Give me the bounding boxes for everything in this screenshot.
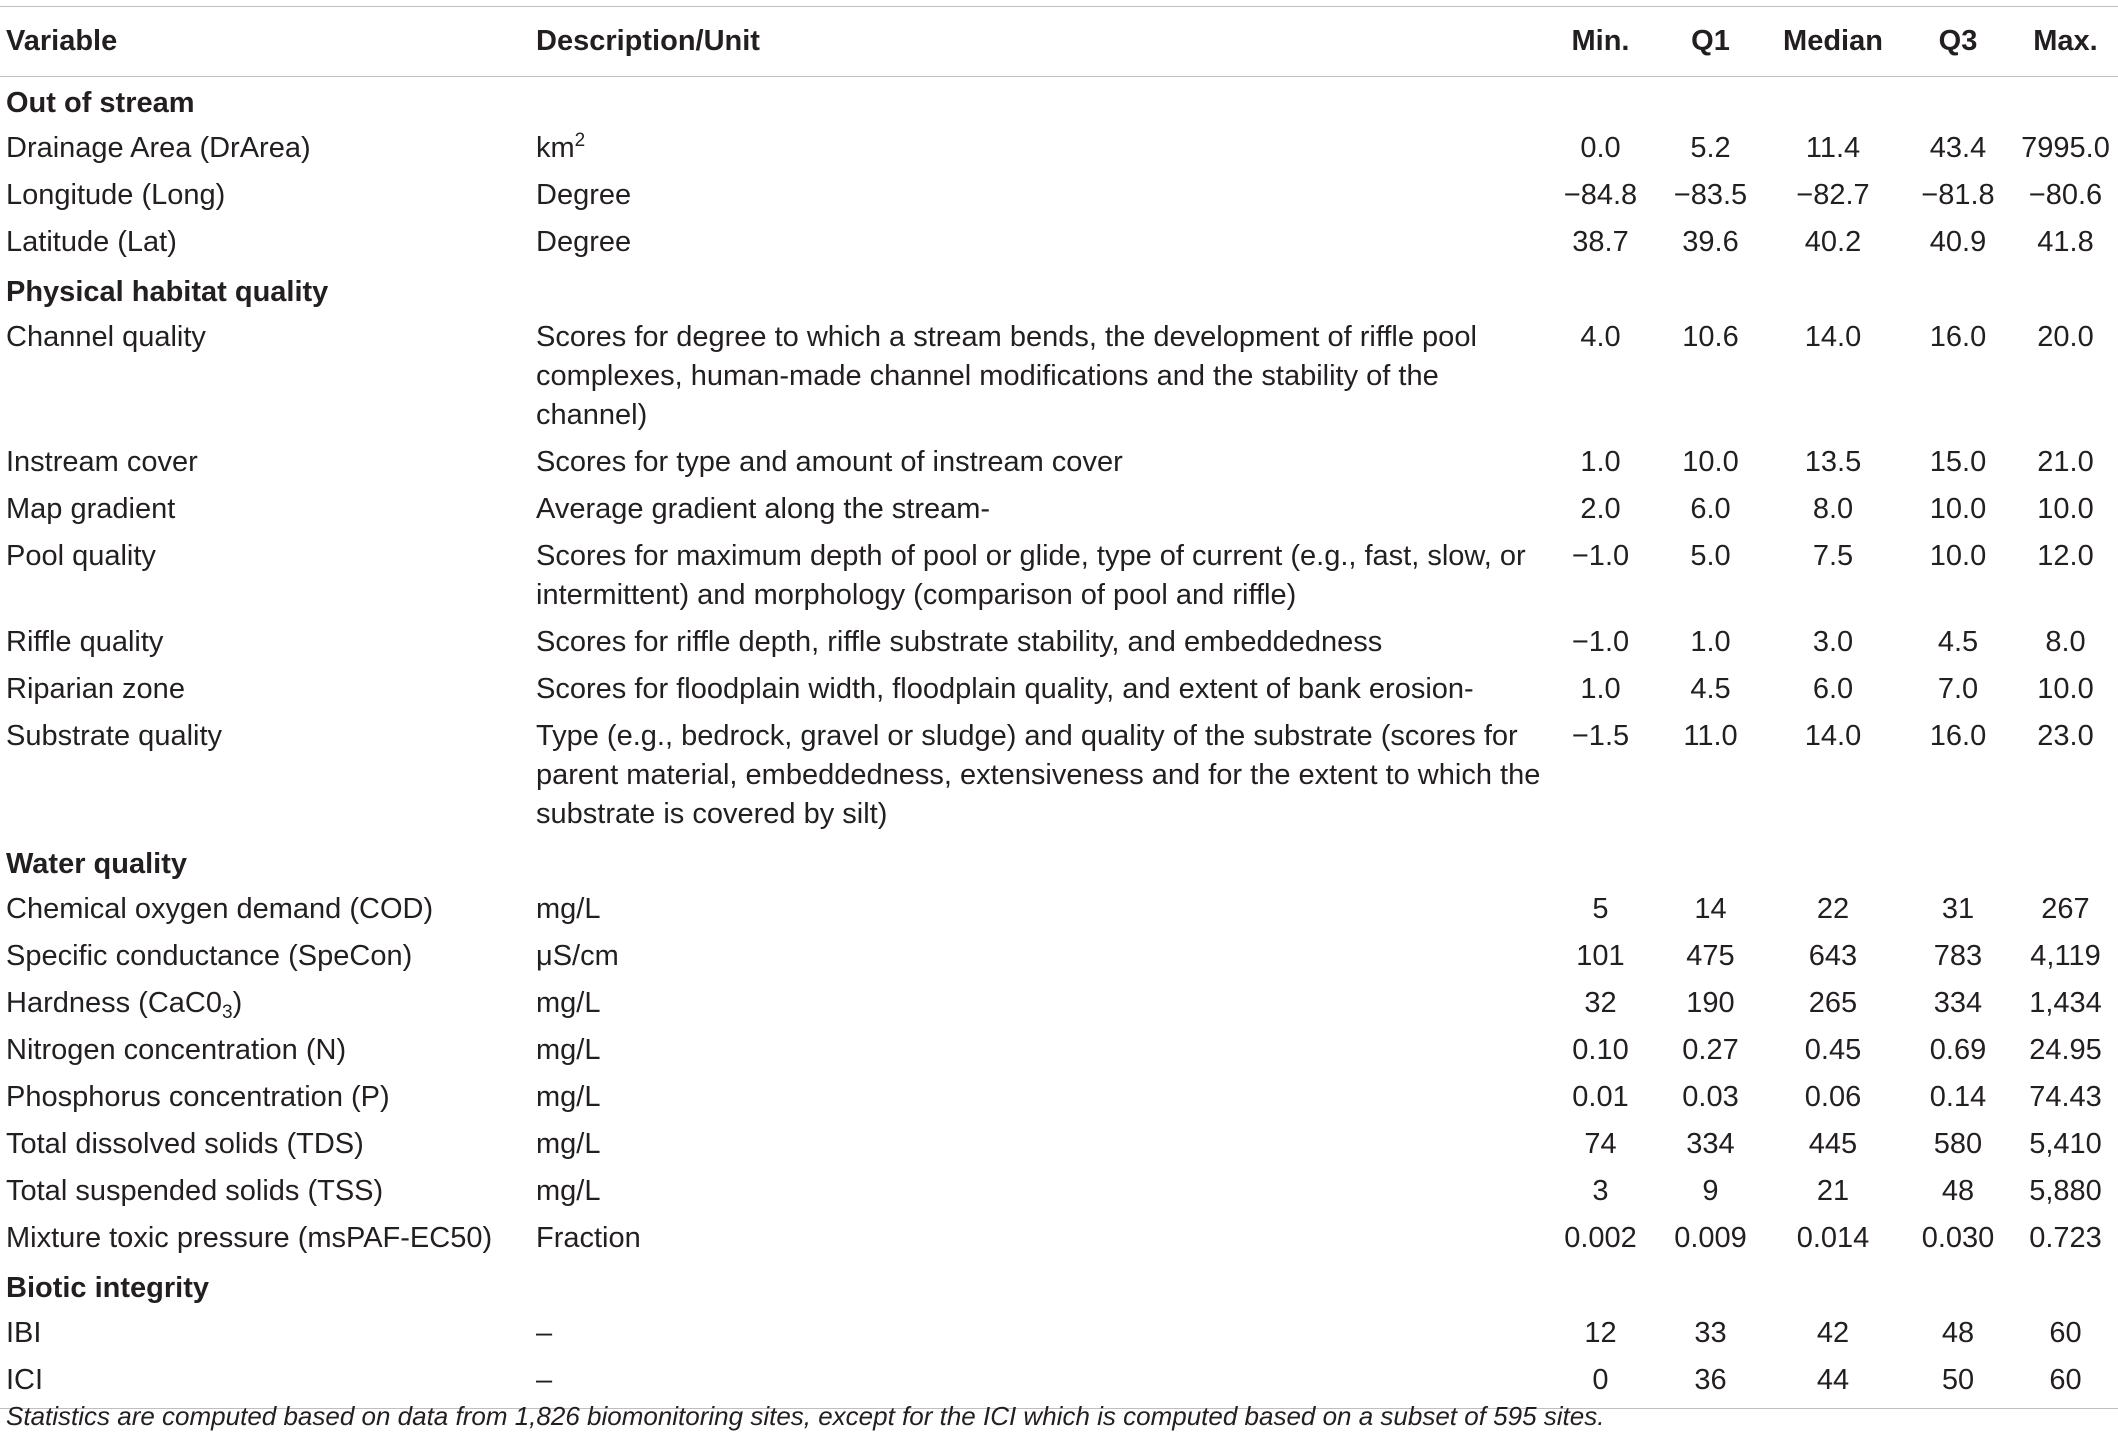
value-max: 10.0	[2037, 493, 2094, 525]
value-median: 44	[1763, 1357, 1903, 1409]
description-text: Scores for riffle depth, riffle substrate stability, and embeddedness	[536, 626, 1383, 658]
value-max: 8.0	[2045, 626, 2086, 658]
variable-name: IBI	[6, 1317, 42, 1349]
variable-name: Substrate quality	[6, 720, 223, 752]
value-min: 74	[1584, 1128, 1617, 1160]
value-q1: 0.03	[1682, 1081, 1739, 1113]
section-header-row	[0, 77, 2118, 126]
value-q3: 4.5	[1937, 626, 1979, 658]
description-text: mg/L	[536, 1081, 601, 1113]
value-min: 1.0	[1580, 446, 1621, 478]
variable-name: Channel quality	[6, 321, 206, 353]
variable-cell	[0, 980, 530, 1027]
description-text: Average gradient along the stream-	[536, 493, 991, 525]
value-q3: 580	[1933, 1128, 1983, 1160]
description-cell	[530, 713, 1543, 838]
value-median: 265	[1808, 987, 1858, 1019]
value-min: 32	[1584, 987, 1617, 1019]
variable-name: ICI	[6, 1364, 44, 1396]
variable-name: Latitude (Lat)	[6, 226, 177, 258]
value-q1: 0.27	[1682, 1034, 1739, 1066]
description-line: parent material, embeddedness, extensiveness and for the extent to which the	[536, 759, 1541, 791]
value-q3: 15.0	[1929, 446, 1987, 478]
description-line: Type (e.g., bedrock, gravel or sludge) and quality of the substrate (scores for	[536, 720, 1518, 752]
header-description: Description/Unit	[530, 7, 1543, 77]
description-text: mg/L	[536, 1034, 601, 1066]
variable-cell	[0, 1310, 530, 1357]
value-median: 14.0	[1804, 720, 1862, 752]
table-row	[0, 666, 2118, 713]
value-q1: 4.5	[1690, 673, 1731, 705]
description-text: Scores for type and amount of instream cover	[536, 446, 1123, 478]
value-min: 101	[1576, 940, 1625, 972]
value-q1: 11.0	[1683, 720, 1738, 752]
description-text: mg/L	[536, 1128, 601, 1160]
table-footnote: Statistics are computed based on data from 1,826 biomonitoring sites, except for the ICI which is computed based on a subset of 595 sites.	[6, 1401, 1605, 1431]
section-header-row	[0, 1262, 2118, 1310]
description-line: substrate is covered by silt)	[536, 798, 888, 830]
description-text: mg/L	[536, 1175, 601, 1207]
value-min: 3	[1592, 1175, 1609, 1207]
variable-cell	[0, 619, 530, 666]
value-min: 0.10	[1572, 1034, 1629, 1066]
description-text: Degree	[536, 226, 632, 258]
table-row	[0, 314, 2118, 439]
value-median: 13.5	[1804, 446, 1862, 478]
description-superscript: 2	[574, 130, 586, 151]
value-q3: 0.69	[1929, 1034, 1987, 1066]
value-max: 267	[2041, 893, 2090, 925]
value-q1: 14	[1694, 893, 1727, 925]
variable-cell	[0, 666, 530, 713]
variable-cell	[0, 713, 530, 838]
value-q3: 0.030	[1921, 1222, 1995, 1254]
value-max: 41.8	[2037, 226, 2094, 258]
table-row	[0, 1121, 2118, 1168]
description-text: Scores for floodplain width, floodplain quality, and extent of bank erosion-	[536, 673, 1474, 705]
value-median: 0.06	[1804, 1081, 1862, 1113]
variable-cell	[0, 1027, 530, 1074]
value-median: 21	[1816, 1175, 1850, 1207]
value-max: 7995.0	[2021, 132, 2110, 164]
description-text: mg/L	[536, 893, 601, 925]
value-q3: 16.0	[1929, 720, 1987, 752]
description-line: intermittent) and morphology (comparison of pool and riffle)	[536, 579, 1297, 611]
table-row	[0, 1215, 2118, 1262]
description-line: complexes, human-made channel modifications and the stability of the channel)	[536, 360, 1439, 431]
section-title: Water quality	[6, 848, 188, 880]
value-median: 7.5	[1812, 540, 1854, 572]
value-q1: 190	[1686, 987, 1735, 1019]
value-median: 40.2	[1804, 226, 1862, 258]
value-max: 5,880	[2029, 1175, 2102, 1207]
value-min: 0	[1543, 1357, 1658, 1409]
value-q3: 10.0	[1929, 493, 1987, 525]
description-cell	[530, 886, 1543, 933]
value-max: 10.0	[2037, 673, 2094, 705]
value-min: 4.0	[1580, 321, 1621, 353]
description-text: Fraction	[536, 1222, 641, 1254]
value-min: −1.5	[1571, 720, 1630, 752]
value-min: 38.7	[1572, 226, 1629, 258]
value-q3: 48	[1941, 1175, 1975, 1207]
variable-cell	[0, 439, 530, 486]
header-median: Median	[1763, 7, 1903, 77]
value-min: 12	[1584, 1317, 1617, 1349]
value-q3: 16.0	[1929, 321, 1987, 353]
value-q3: 48	[1941, 1317, 1975, 1349]
variable-subscript: 3	[221, 1002, 233, 1023]
table-row	[0, 713, 2118, 838]
variable-cell	[0, 172, 530, 219]
variable-cell	[0, 1215, 530, 1262]
value-max: 5,410	[2029, 1128, 2102, 1160]
value-max: 60	[2013, 1357, 2118, 1409]
description-cell	[530, 486, 1543, 533]
description-cell	[530, 219, 1543, 266]
variable-cell	[0, 486, 530, 533]
section-header-row	[0, 838, 2118, 886]
description-cell	[530, 1310, 1543, 1357]
value-q1: 475	[1686, 940, 1735, 972]
section-header-row	[0, 266, 2118, 314]
header-q3: Q3	[1903, 7, 2013, 77]
value-q3: 31	[1941, 893, 1975, 925]
value-q1: 39.6	[1682, 226, 1739, 258]
description-cell	[530, 172, 1543, 219]
table-row	[0, 125, 2118, 172]
value-q3: 783	[1933, 940, 1983, 972]
value-max: 24.95	[2029, 1034, 2102, 1066]
header-min: Min.	[1543, 7, 1658, 77]
description-line: Scores for maximum depth of pool or glide, type of current (e.g., fast, slow, or	[536, 540, 1526, 572]
value-q1: 10.6	[1682, 321, 1739, 353]
value-min: 1.0	[1580, 673, 1621, 705]
header-q1: Q1	[1658, 7, 1763, 77]
description-cell	[530, 619, 1543, 666]
variable-cell	[0, 1121, 530, 1168]
variable-cell	[0, 933, 530, 980]
variable-name-suffix: )	[232, 987, 243, 1019]
value-q1: 1.0	[1690, 626, 1731, 658]
description-cell	[530, 933, 1543, 980]
variable-cell	[0, 1168, 530, 1215]
table-body	[0, 77, 2118, 1409]
table-row	[0, 1074, 2118, 1121]
description-cell	[530, 314, 1543, 439]
value-min: 0.002	[1564, 1222, 1637, 1254]
value-q1: −83.5	[1673, 179, 1748, 211]
value-median: 0.014	[1796, 1222, 1870, 1254]
value-median: 22	[1816, 893, 1850, 925]
section-title: Out of stream	[6, 87, 195, 119]
value-min: 0.01	[1572, 1081, 1629, 1113]
value-max: 0.723	[2029, 1222, 2102, 1254]
description-text: –	[536, 1317, 553, 1349]
description-cell	[530, 439, 1543, 486]
table-row	[0, 886, 2118, 933]
variable-name: Drainage Area (DrArea)	[6, 132, 311, 164]
variable-name: Mixture toxic pressure (msPAF-EC50)	[6, 1222, 493, 1254]
value-median: 643	[1808, 940, 1858, 972]
variable-name: Total dissolved solids (TDS)	[6, 1128, 364, 1160]
value-q3: 50	[1903, 1357, 2013, 1409]
variable-cell	[0, 219, 530, 266]
header-row	[0, 7, 2118, 77]
description-text: –	[536, 1364, 553, 1396]
variable-name: Hardness (CaC0	[6, 987, 222, 1019]
description-cell	[530, 1215, 1543, 1262]
value-q1: 9	[1702, 1175, 1719, 1207]
description-cell	[530, 1074, 1543, 1121]
value-min: −1.0	[1571, 626, 1630, 658]
value-median: 445	[1808, 1128, 1858, 1160]
value-q3: 10.0	[1929, 540, 1987, 572]
description-text: mg/L	[536, 987, 601, 1019]
value-min: 5	[1592, 893, 1609, 925]
description-cell	[530, 1027, 1543, 1074]
header-variable: Variable	[0, 7, 530, 77]
value-max: 1,434	[2029, 987, 2102, 1019]
variable-name: Phosphorus concentration (P)	[6, 1081, 390, 1113]
statistics-table	[0, 6, 2118, 1409]
description-cell	[530, 1168, 1543, 1215]
variable-name: Specific conductance (SpeCon)	[6, 940, 413, 972]
value-max: 60	[2049, 1317, 2082, 1349]
value-q3: −81.8	[1921, 179, 1995, 211]
value-median: 0.45	[1804, 1034, 1862, 1066]
description-text: km	[536, 132, 575, 164]
table-row	[0, 1168, 2118, 1215]
value-q1: 5.0	[1690, 540, 1731, 572]
variable-cell	[0, 1074, 530, 1121]
value-max: 21.0	[2037, 446, 2094, 478]
description-line: Scores for degree to which a stream bends, the development of riffle pool	[536, 321, 1477, 353]
value-q1: 5.2	[1690, 132, 1731, 164]
value-q3: 334	[1933, 987, 1983, 1019]
variable-cell	[0, 314, 530, 439]
variable-cell	[0, 886, 530, 933]
value-q3: 7.0	[1937, 673, 1979, 705]
description-text: Degree	[536, 179, 632, 211]
variable-name: Total suspended solids (TSS)	[6, 1175, 384, 1207]
value-min: −84.8	[1563, 179, 1638, 211]
section-title: Physical habitat quality	[6, 276, 329, 308]
description-cell	[530, 1121, 1543, 1168]
value-max: 20.0	[2037, 321, 2094, 353]
table-row	[0, 439, 2118, 486]
variable-name: Pool quality	[6, 540, 156, 572]
variable-name: Map gradient	[6, 493, 176, 525]
value-max: 74.43	[2029, 1081, 2102, 1113]
value-median: 11.4	[1805, 132, 1861, 164]
value-median: 14.0	[1804, 321, 1862, 353]
value-max: 12.0	[2037, 540, 2094, 572]
value-q1: 0.009	[1674, 1222, 1747, 1254]
value-median: −82.7	[1796, 179, 1870, 211]
value-q3: 43.4	[1929, 132, 1987, 164]
description-cell	[530, 125, 1543, 172]
table-row	[0, 933, 2118, 980]
section-title: Biotic integrity	[6, 1272, 210, 1304]
value-q3: 0.14	[1929, 1081, 1987, 1113]
description-cell	[530, 980, 1543, 1027]
table-row	[0, 219, 2118, 266]
value-q1: 10.0	[1682, 446, 1739, 478]
table-row	[0, 980, 2118, 1027]
description-text: μS/cm	[536, 940, 619, 972]
value-q3: 40.9	[1929, 226, 1987, 258]
value-median: 8.0	[1812, 493, 1854, 525]
value-min: −1.0	[1571, 540, 1630, 572]
description-cell	[530, 533, 1543, 619]
value-q1: 33	[1694, 1317, 1727, 1349]
header-max: Max.	[2013, 7, 2118, 77]
variable-name: Longitude (Long)	[6, 179, 226, 211]
value-q1: 36	[1658, 1357, 1763, 1409]
value-q1: 6.0	[1690, 493, 1731, 525]
value-min: 2.0	[1580, 493, 1621, 525]
value-q1: 334	[1686, 1128, 1735, 1160]
table-row	[0, 533, 2118, 619]
variable-name: Riparian zone	[6, 673, 185, 705]
value-max: 23.0	[2037, 720, 2094, 752]
variable-cell	[0, 125, 530, 172]
table-row	[0, 619, 2118, 666]
variable-name: Chemical oxygen demand (COD)	[6, 893, 434, 925]
value-max: 4,119	[2030, 940, 2101, 972]
value-max: −80.6	[2028, 179, 2103, 211]
table-row	[0, 486, 2118, 533]
table-row	[0, 1027, 2118, 1074]
variable-name: Riffle quality	[6, 626, 164, 658]
value-median: 6.0	[1812, 673, 1854, 705]
variable-cell	[0, 533, 530, 619]
table-row	[0, 1310, 2118, 1357]
value-median: 3.0	[1812, 626, 1854, 658]
value-median: 42	[1816, 1317, 1850, 1349]
value-min: 0.0	[1580, 132, 1621, 164]
variable-name: Instream cover	[6, 446, 198, 478]
variable-name: Nitrogen concentration (N)	[6, 1034, 347, 1066]
table-row	[0, 172, 2118, 219]
description-cell	[530, 666, 1543, 713]
